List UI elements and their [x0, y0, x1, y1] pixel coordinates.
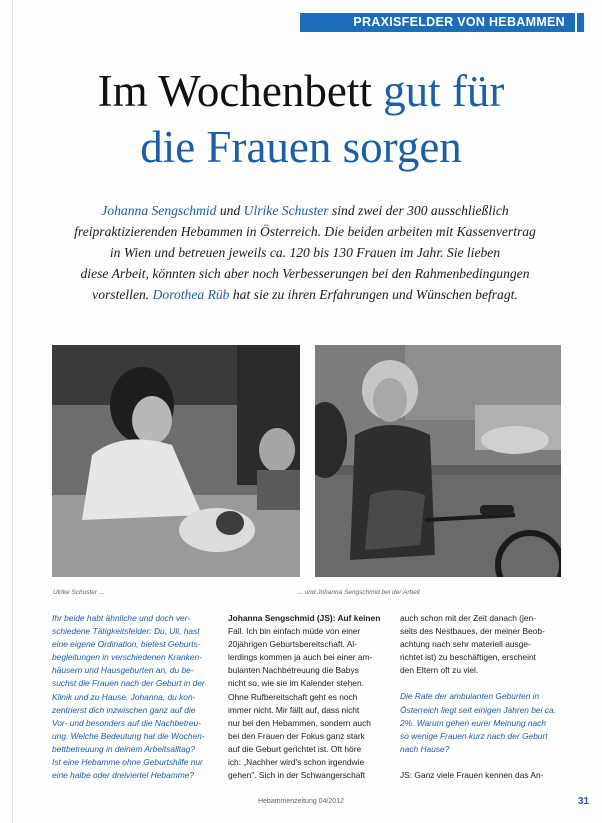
column-3-text: auch schon mit der Zeit danach (jen- seits des Nestbaues, der meiner Beob- achtung nach sehr materiell ausge- richtet ist) zu beschäftigen, erscheint den Eltern oft zu viel. Die Rate der ambulanten Geburten in Österreich liegt seit einigen Jahren bei ca. 2%. Warum gehen eurer Meinung nach so wenige Frauen kurz nach der Geburt nach Hause? JS: Ganz viele Frauen kennen das An- [400, 613, 556, 780]
photo-caption-right: ... und Johanna Sengschmid bei der Arbeit [297, 589, 420, 596]
banner-bar [577, 13, 584, 32]
photo-midwife-with-baby [52, 345, 300, 577]
column-1-question: Ihr beide habt ähnliche und doch ver- schiedene Tätigkeitsfelder: Du, Uli, hast eine eigene Ordination, bietest Geburts- begleitungen in verschiedenen Kranken- häusern und Hausgeburten an, du be- suchst die Frauen nach der Geburt in der Klinik und zu Hause. Johanna, du kon- zentrierst dich inzwischen ganz auf die Vor- und besonders auf die Nachbetreu- ung. Welche Bedeutung hat die Wochen- bettbetreuung in deinem Arbeitsalltag? Ist eine Hebamme ohne Geburtshilfe nur eine halbe oder dreiviertel Hebamme? [52, 613, 205, 781]
section-banner: PRAXISFELDER VON HEBAMMEN [300, 13, 575, 32]
headline-line-2: die Frauen sorgen [140, 122, 462, 172]
headline-line-1: Im Wochenbett gut für [97, 66, 505, 116]
intro-paragraph: Johanna Sengschmid und Ulrike Schuster sind zwei der 300 ausschließlich freipraktizierenden Hebammen in Österreich. Die beiden arbeiten mit Kassenvertrag in Wien und betreuen jeweils ca. 120 bis 130 Frauen im Jahr. Sie lieben diese Arbeit, könnten sich aber noch Verbesserungen bei den Rahmenbedingungen vorstellen. Dorothea Rüb hat sie zu ihren Erfahrungen und Wünschen befragt. [74, 203, 536, 302]
footer-publication: Hebammenzeitung 04/2012 [257, 798, 344, 805]
photo-caption-left: Ulrike Schuster ... [53, 589, 105, 596]
page-number: 31 [578, 796, 590, 807]
column-2-answer: Johanna Sengschmid (JS): Auf keinen Fall. Ich bin einfach müde von einer 20jährigen Geburtsbereitschaft. Al- lerdings kommen ja auch bei einer am- bulanten Nachbetreuung die Babys nicht so, wie sie im Kalender stehen. Ohne Rufbereitschaft geht es noch immer nicht. Mir fällt auf, dass nicht nur bei den Hebammen, sondern auch bei den Frauen der Fokus ganz stark auf die Geburt gerichtet ist. Oft höre ich: „Nachher wird's schon irgendwie gehen". Sich in der Schwangerschaft [228, 613, 381, 781]
photo-midwife-with-bicycle [315, 345, 561, 577]
